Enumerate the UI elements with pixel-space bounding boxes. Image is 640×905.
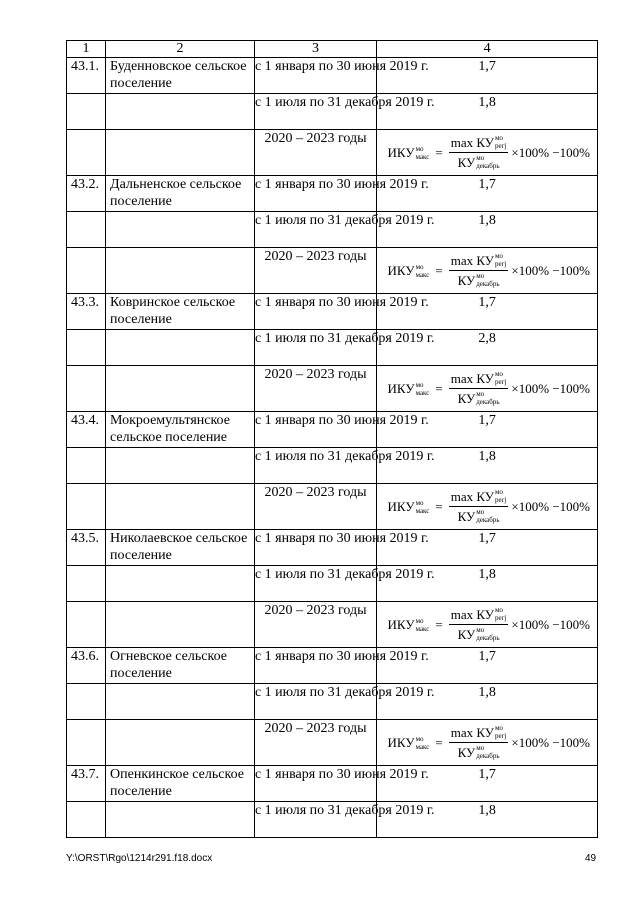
header-col-4: 4	[377, 41, 598, 58]
empty-cell	[106, 330, 255, 366]
formula-num-text: max КУ	[450, 135, 494, 150]
table-row	[67, 802, 598, 838]
period-cell: с 1 июля по 31 декабря 2019 г.	[254, 566, 376, 602]
formula-den-sub: декабрь	[476, 162, 500, 170]
table-row	[67, 330, 598, 366]
formula-den-sub: декабрь	[476, 516, 500, 524]
formula-den-sub: декабрь	[476, 752, 500, 760]
formula-den-sup: мо	[476, 508, 485, 516]
empty-cell	[67, 130, 106, 176]
formula-lhs-indices	[416, 617, 430, 633]
formula-fraction	[449, 606, 509, 643]
row-number: 43.6.	[67, 648, 106, 684]
formula-lhs-sup: мо	[415, 262, 424, 271]
empty-cell	[106, 448, 255, 484]
empty-cell	[67, 212, 106, 248]
table-row	[67, 248, 598, 294]
formula-cell	[377, 248, 598, 294]
formula-num-sup: мо	[494, 724, 503, 732]
value-cell: 1,7	[377, 766, 598, 802]
formula-num-indices	[495, 134, 506, 150]
formula	[380, 724, 594, 761]
formula	[380, 134, 594, 171]
formula-num-sub: регj	[494, 378, 507, 386]
formula-lhs	[388, 734, 430, 751]
formula-lhs-text: ИКУ	[387, 735, 415, 750]
table-row	[67, 602, 598, 648]
formula-lhs	[388, 380, 430, 397]
empty-cell	[106, 484, 255, 530]
formula-tail	[511, 262, 590, 279]
empty-cell	[106, 566, 255, 602]
formula-num-sup: мо	[494, 252, 503, 260]
value-cell: 1,8	[377, 212, 598, 248]
row-number: 43.7.	[67, 766, 106, 802]
value-cell: 1,8	[377, 448, 598, 484]
period-cell: 2020 – 2023 годы	[254, 720, 376, 766]
formula-den-indices	[476, 390, 499, 406]
formula-den-sub: декабрь	[476, 280, 500, 288]
formula-lhs-text: ИКУ	[387, 263, 415, 278]
formula-den-indices	[476, 626, 499, 642]
formula-equals: =	[435, 263, 443, 278]
period-cell: с 1 января по 30 июня 2019 г.	[254, 412, 376, 448]
formula-num-text: max КУ	[450, 371, 494, 386]
empty-cell	[67, 330, 106, 366]
formula-den-text: КУ	[457, 745, 476, 760]
empty-cell	[106, 212, 255, 248]
empty-cell	[67, 94, 106, 130]
row-number: 43.2.	[67, 176, 106, 212]
table-body	[67, 41, 598, 838]
formula-fraction	[449, 370, 509, 407]
empty-cell	[67, 720, 106, 766]
empty-cell	[106, 94, 255, 130]
formula-lhs-sup: мо	[415, 380, 424, 389]
formula-denominator	[458, 625, 500, 643]
formula-num-text: max КУ	[450, 253, 494, 268]
period-cell: 2020 – 2023 годы	[254, 130, 376, 176]
table-row	[67, 648, 598, 684]
period-cell: 2020 – 2023 годы	[254, 248, 376, 294]
formula-num-sup: мо	[494, 606, 503, 614]
page-number: 49	[585, 853, 597, 864]
formula	[380, 606, 594, 643]
formula-lhs-indices	[416, 145, 430, 161]
formula-equals: =	[435, 145, 443, 160]
formula-num-text: max КУ	[450, 725, 494, 740]
formula-numerator	[449, 134, 509, 153]
formula-num-sub: регj	[494, 496, 507, 504]
formula-tail	[511, 734, 590, 751]
empty-cell	[67, 566, 106, 602]
footer-file-path: Y:\ORST\Rgo\1214r291.f18.docx	[66, 853, 213, 864]
value-cell: 1,8	[377, 566, 598, 602]
formula-den-indices	[476, 272, 499, 288]
formula-lhs-sup: мо	[415, 616, 424, 625]
formula-numerator	[449, 252, 509, 271]
formula-den-sup: мо	[476, 626, 485, 634]
formula-den-text: КУ	[457, 155, 476, 170]
period-cell: с 1 января по 30 июня 2019 г.	[254, 530, 376, 566]
formula-denominator	[458, 743, 500, 761]
empty-cell	[106, 602, 255, 648]
formula-num-sup: мо	[494, 370, 503, 378]
formula-numerator	[449, 724, 509, 743]
formula-tail-text: ×100% −100%	[511, 145, 590, 160]
settlement-name: Николаевское сельское поселение	[106, 530, 255, 566]
value-cell: 1,7	[377, 530, 598, 566]
value-cell: 1,7	[377, 58, 598, 94]
formula-cell	[377, 130, 598, 176]
formula-equals: =	[435, 735, 443, 750]
empty-cell	[106, 802, 255, 838]
formula-lhs-sub: макс	[415, 152, 430, 161]
value-cell: 2,8	[377, 330, 598, 366]
formula-tail-text: ×100% −100%	[511, 263, 590, 278]
formula-num-indices	[495, 370, 506, 386]
formula-tail-text: ×100% −100%	[511, 381, 590, 396]
formula-equals: =	[435, 499, 443, 514]
table-row	[67, 58, 598, 94]
formula-lhs-sub: макс	[415, 270, 430, 279]
formula-cell	[377, 484, 598, 530]
formula-tail	[511, 144, 590, 161]
table-row	[67, 448, 598, 484]
period-cell: 2020 – 2023 годы	[254, 484, 376, 530]
formula-den-sup: мо	[476, 390, 485, 398]
formula-denominator	[458, 507, 500, 525]
formula-num-text: max КУ	[450, 607, 494, 622]
period-cell: с 1 июля по 31 декабря 2019 г.	[254, 448, 376, 484]
formula	[380, 370, 594, 407]
value-cell: 1,7	[377, 294, 598, 330]
settlement-name: Ковринское сельское поселение	[106, 294, 255, 330]
empty-cell	[67, 684, 106, 720]
empty-cell	[106, 684, 255, 720]
formula-num-sup: мо	[494, 488, 503, 496]
row-number: 43.5.	[67, 530, 106, 566]
formula-den-text: КУ	[457, 273, 476, 288]
empty-cell	[106, 366, 255, 412]
value-cell: 1,7	[377, 176, 598, 212]
settlement-name: Буденновское сельское поселение	[106, 58, 255, 94]
settlement-name: Дальненское сельское поселение	[106, 176, 255, 212]
formula-cell	[377, 366, 598, 412]
formula-equals: =	[435, 381, 443, 396]
formula-den-text: КУ	[457, 627, 476, 642]
period-cell: 2020 – 2023 годы	[254, 366, 376, 412]
formula-den-text: КУ	[457, 391, 476, 406]
empty-cell	[67, 602, 106, 648]
formula-tail-text: ×100% −100%	[511, 617, 590, 632]
settlement-name: Огневское сельское поселение	[106, 648, 255, 684]
formula-lhs-sup: мо	[415, 734, 424, 743]
formula-numerator	[449, 370, 509, 389]
formula-lhs-text: ИКУ	[387, 145, 415, 160]
formula-equals: =	[435, 617, 443, 632]
formula-lhs-text: ИКУ	[387, 617, 415, 632]
table-row	[67, 212, 598, 248]
formula-fraction	[449, 488, 509, 525]
formula-lhs-indices	[416, 263, 430, 279]
header-row	[67, 41, 598, 58]
period-cell: с 1 июля по 31 декабря 2019 г.	[254, 330, 376, 366]
row-number: 43.1.	[67, 58, 106, 94]
formula-lhs-sup: мо	[415, 144, 424, 153]
formula-num-indices	[495, 606, 506, 622]
value-cell: 1,8	[377, 802, 598, 838]
header-col-1: 1	[67, 41, 106, 58]
tariff-table	[66, 40, 598, 838]
formula-lhs-text: ИКУ	[387, 381, 415, 396]
row-number: 43.3.	[67, 294, 106, 330]
empty-cell	[67, 802, 106, 838]
value-cell: 1,7	[377, 648, 598, 684]
period-cell: с 1 января по 30 июня 2019 г.	[254, 648, 376, 684]
formula-lhs	[388, 616, 430, 633]
formula-lhs-text: ИКУ	[387, 499, 415, 514]
empty-cell	[67, 248, 106, 294]
table-row	[67, 94, 598, 130]
empty-cell	[67, 484, 106, 530]
empty-cell	[106, 720, 255, 766]
formula-lhs-indices	[416, 381, 430, 397]
formula-lhs-indices	[416, 499, 430, 515]
formula-lhs	[388, 498, 430, 515]
formula-num-sub: регj	[494, 260, 507, 268]
formula-den-text: КУ	[457, 509, 476, 524]
formula-numerator	[449, 488, 509, 507]
formula-lhs-sub: макс	[415, 506, 430, 515]
period-cell: с 1 июля по 31 декабря 2019 г.	[254, 802, 376, 838]
header-col-2: 2	[106, 41, 255, 58]
formula-den-sup: мо	[476, 744, 485, 752]
formula-lhs-sub: макс	[415, 742, 430, 751]
table-row	[67, 766, 598, 802]
formula-den-sub: декабрь	[476, 634, 500, 642]
formula	[380, 488, 594, 525]
table-row	[67, 684, 598, 720]
formula-den-indices	[476, 508, 499, 524]
formula-lhs-sup: мо	[415, 498, 424, 507]
value-cell: 1,7	[377, 412, 598, 448]
formula-lhs-indices	[416, 735, 430, 751]
header-col-3: 3	[254, 41, 376, 58]
formula-num-sub: регj	[494, 614, 507, 622]
formula-numerator	[449, 606, 509, 625]
formula-den-sup: мо	[476, 154, 485, 162]
table-row	[67, 294, 598, 330]
period-cell: с 1 января по 30 июня 2019 г.	[254, 766, 376, 802]
formula-tail	[511, 616, 590, 633]
period-cell: с 1 января по 30 июня 2019 г.	[254, 294, 376, 330]
formula-denominator	[458, 271, 500, 289]
formula-den-indices	[476, 744, 499, 760]
empty-cell	[106, 130, 255, 176]
formula-denominator	[458, 153, 500, 171]
formula-denominator	[458, 389, 500, 407]
formula-num-text: max КУ	[450, 489, 494, 504]
formula-lhs	[388, 144, 430, 161]
period-cell: с 1 июля по 31 декабря 2019 г.	[254, 212, 376, 248]
formula-fraction	[449, 134, 509, 171]
settlement-name: Опенкинское сельское поселение	[106, 766, 255, 802]
value-cell: 1,8	[377, 94, 598, 130]
table-row	[67, 412, 598, 448]
settlement-name: Мокроемультянское сельское поселение	[106, 412, 255, 448]
formula-num-sub: регj	[494, 732, 507, 740]
table-row	[67, 484, 598, 530]
formula-lhs-sub: макс	[415, 388, 430, 397]
empty-cell	[67, 366, 106, 412]
formula	[380, 252, 594, 289]
formula-lhs-sub: макс	[415, 624, 430, 633]
formula-den-sub: декабрь	[476, 398, 500, 406]
value-cell: 1,8	[377, 684, 598, 720]
period-cell: с 1 января по 30 июня 2019 г.	[254, 58, 376, 94]
formula-tail-text: ×100% −100%	[511, 499, 590, 514]
row-number: 43.4.	[67, 412, 106, 448]
formula-den-indices	[476, 154, 499, 170]
table-row	[67, 176, 598, 212]
formula-fraction	[449, 252, 509, 289]
formula-tail	[511, 380, 590, 397]
table-row	[67, 720, 598, 766]
empty-cell	[106, 248, 255, 294]
table-row	[67, 130, 598, 176]
formula-num-sup: мо	[494, 134, 503, 142]
empty-cell	[67, 448, 106, 484]
formula-lhs	[388, 262, 430, 279]
formula-cell	[377, 720, 598, 766]
formula-tail	[511, 498, 590, 515]
formula-tail-text: ×100% −100%	[511, 735, 590, 750]
formula-den-sup: мо	[476, 272, 485, 280]
table-row	[67, 530, 598, 566]
formula-num-indices	[495, 488, 506, 504]
table-row	[67, 566, 598, 602]
period-cell: с 1 июля по 31 декабря 2019 г.	[254, 94, 376, 130]
period-cell: с 1 января по 30 июня 2019 г.	[254, 176, 376, 212]
formula-fraction	[449, 724, 509, 761]
formula-num-indices	[495, 252, 506, 268]
period-cell: с 1 июля по 31 декабря 2019 г.	[254, 684, 376, 720]
formula-num-indices	[495, 724, 506, 740]
formula-num-sub: регj	[494, 142, 507, 150]
table-row	[67, 366, 598, 412]
period-cell: 2020 – 2023 годы	[254, 602, 376, 648]
formula-cell	[377, 602, 598, 648]
